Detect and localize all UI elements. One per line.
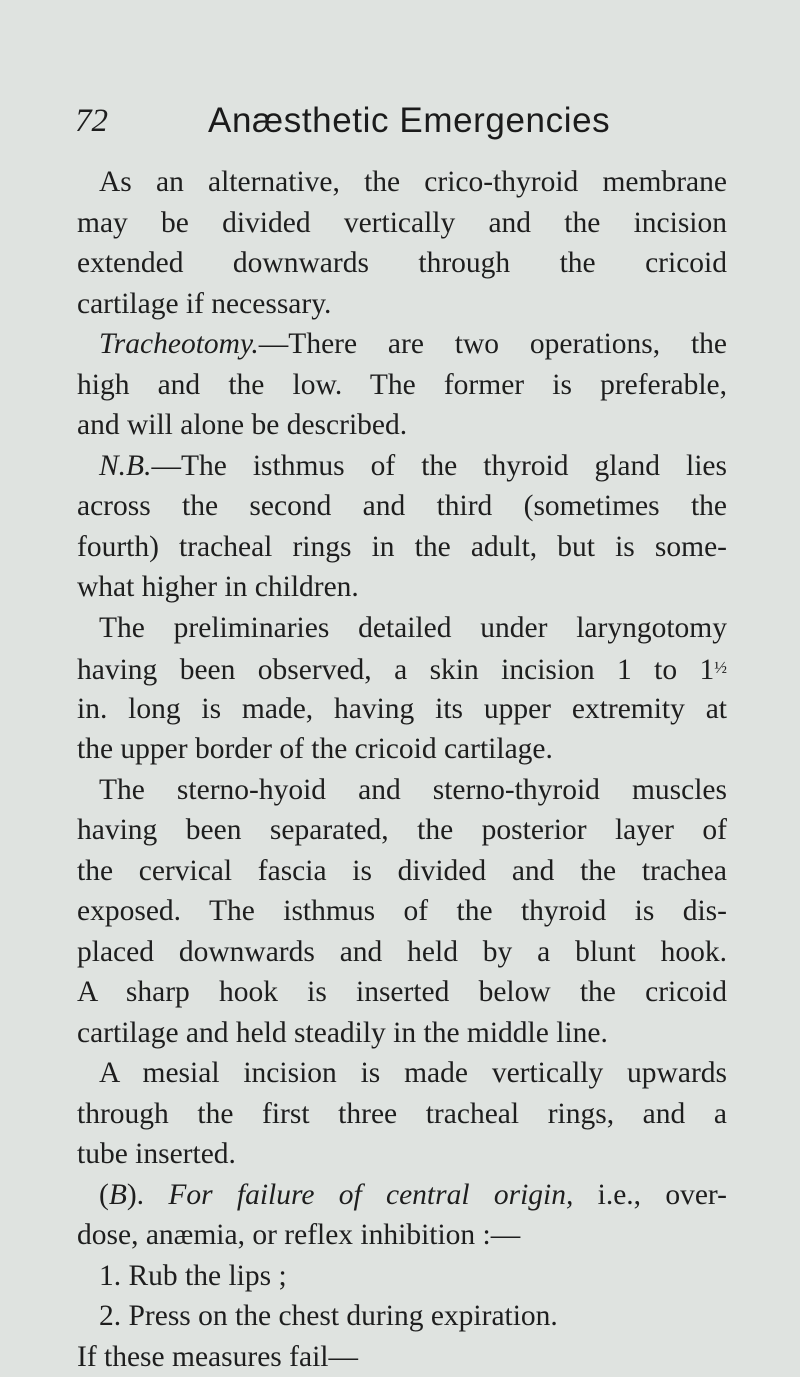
text-line: The preliminaries detailed under laryngotomy <box>77 608 727 649</box>
text-line: having been observed, a skin incision 1 to $1^{\frac{1}{2}}$ <box>77 648 727 689</box>
text-line: the cervical fascia is divided and the trachea <box>77 851 727 892</box>
note-label: N.B. <box>99 450 151 482</box>
text-line: The sterno-hyoid and sterno-thyroid muscles <box>77 770 727 811</box>
text-line: (B). For failure of central origin, i.e., over- <box>77 1175 727 1216</box>
text-line: having been separated, the posterior layer of <box>77 810 727 851</box>
list-item: 2. Press on the chest during expiration. <box>77 1296 727 1337</box>
text-line: dose, anæmia, or reflex inhibition :— <box>77 1215 727 1256</box>
section-heading-failure: For failure of central origin, <box>168 1179 573 1211</box>
text-line: A sharp hook is inserted below the cricoid <box>77 972 727 1013</box>
text-line: through the first three tracheal rings, and a <box>77 1094 727 1135</box>
text-line: As an alternative, the crico-thyroid membrane <box>77 162 727 203</box>
text-line: tube inserted. <box>77 1134 727 1175</box>
text-line: what higher in children. <box>77 567 727 608</box>
text-line: high and the low. The former is preferable, <box>77 365 727 406</box>
running-title: Anæsthetic Emergencies <box>208 96 610 146</box>
page-number: 72 <box>75 96 108 146</box>
text-line: extended downwards through the cricoid <box>77 243 727 284</box>
list-item: 1. Rub the lips ; <box>77 1256 727 1297</box>
text-line: N.B.—The isthmus of the thyroid gland lies <box>77 446 727 487</box>
text-line: may be divided vertically and the incision <box>77 203 727 244</box>
text-line: placed downwards and held by a blunt hook. <box>77 932 727 973</box>
text-line: Tracheotomy.—There are two operations, the <box>77 324 727 365</box>
text-line: and will alone be described. <box>77 405 727 446</box>
text-line: cartilage if necessary. <box>77 284 727 325</box>
text-line: A mesial incision is made vertically upwards <box>77 1053 727 1094</box>
section-label-b: B <box>109 1179 127 1211</box>
text-line: exposed. The isthmus of the thyroid is dis- <box>77 891 727 932</box>
text-line: the upper border of the cricoid cartilage. <box>77 729 727 770</box>
text-line: fourth) tracheal rings in the adult, but is some- <box>77 527 727 568</box>
text-line: across the second and third (sometimes the <box>77 486 727 527</box>
section-heading-tracheotomy: Tracheotomy. <box>99 328 259 360</box>
text-line: If these measures fail— <box>77 1337 727 1377</box>
body-text <box>77 162 727 1377</box>
page-header <box>75 96 725 146</box>
text-line: in. long is made, having its upper extremity at <box>77 689 727 730</box>
fraction: ½ <box>714 658 727 677</box>
text-line: cartilage and held steadily in the middle line. <box>77 1013 727 1054</box>
